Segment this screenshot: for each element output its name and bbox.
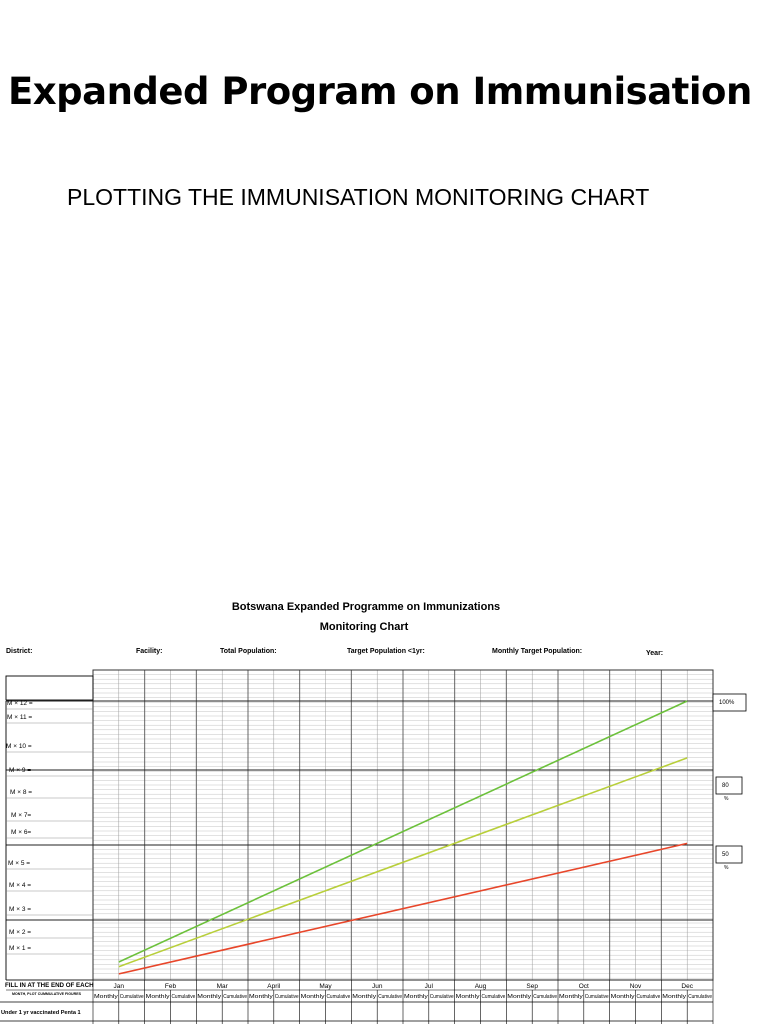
series-lines [119, 694, 746, 974]
month-label: Jul [424, 983, 433, 990]
month-label: Jan [113, 983, 125, 990]
field-monthly-target: Monthly Target Population: [492, 648, 583, 655]
month-label: April [267, 983, 281, 990]
field-year: Year: [646, 650, 664, 657]
sub-header-cumulative: Cumulative [119, 994, 144, 1000]
month-label: Dec [681, 983, 693, 990]
sub-header-monthly: Monthly [662, 994, 687, 1000]
series-end-label-unit: % [724, 796, 729, 802]
sub-header-monthly: Monthly [559, 994, 584, 1000]
sub-header-cumulative: Cumulative [481, 994, 506, 1000]
sub-header-cumulative: Cumulative [223, 994, 248, 1000]
month-label: Mar [216, 983, 228, 990]
field-district: District: [6, 648, 33, 655]
sub-header-monthly: Monthly [145, 994, 171, 1000]
row-label: M × 4 = [9, 882, 32, 889]
series-end-label: 100% [719, 700, 735, 706]
row-labels [6, 676, 713, 980]
month-table [0, 980, 713, 1024]
row-label: M × 2 = [9, 929, 32, 936]
month-label: May [319, 983, 332, 990]
monitoring-chart [0, 590, 768, 1024]
form-title-line1: Botswana Expanded Programme on Immunizations [231, 601, 501, 613]
sub-header-cumulative: Cumulative [378, 994, 403, 1000]
row-label: M × 11 = [7, 714, 33, 721]
sub-header-cumulative: Cumulative [533, 994, 558, 1000]
label-header-box [6, 676, 93, 700]
sub-header-cumulative: Cumulative [429, 994, 454, 1000]
row-label: M × 9 = [9, 767, 32, 774]
row-label: M × 8 = [10, 789, 33, 796]
sub-header-cumulative: Cumulative [274, 994, 299, 1000]
series-label-box [716, 846, 742, 863]
row-label: M × 10 = [6, 743, 32, 750]
sub-header-monthly: Monthly [300, 994, 326, 1000]
month-label: Aug [474, 983, 487, 990]
sub-header-cumulative: Cumulative [326, 994, 351, 1000]
series-label-box [716, 777, 742, 794]
sub-header-cumulative: Cumulative [584, 994, 609, 1000]
sub-header-monthly: Monthly [94, 994, 119, 1000]
month-label: Sep [526, 983, 538, 990]
field-facility: Facility: [136, 648, 163, 655]
sub-header-monthly: Monthly [249, 994, 274, 1000]
month-label: Oct [578, 983, 589, 990]
row-label: M × 12 = [7, 700, 33, 707]
row-label: M × 6= [11, 829, 32, 836]
form-title-line2: Monitoring Chart [319, 621, 409, 633]
field-total-population: Total Population: [220, 648, 277, 655]
month-label: Jun [371, 983, 383, 990]
fill-note: FILL IN AT THE END OF EACH [5, 982, 94, 989]
sub-header-cumulative: Cumulative [171, 994, 196, 1000]
series-end-label-unit: % [724, 865, 729, 871]
row-label: M × 5 = [8, 860, 31, 867]
sub-header-cumulative: Cumulative [636, 994, 661, 1000]
field-target-population: Target Population <1yr: [347, 648, 425, 655]
sub-header-monthly: Monthly [197, 994, 222, 1000]
month-label: Nov [629, 983, 642, 990]
sub-header-monthly: Monthly [507, 994, 532, 1000]
slide-subtitle: PLOTTING THE IMMUNISATION MONITORING CHART [67, 184, 650, 210]
sub-header-monthly: Monthly [610, 994, 636, 1000]
series-end-label: 80 [722, 783, 729, 789]
sub-header-monthly: Monthly [352, 994, 377, 1000]
sub-header-monthly: Monthly [404, 994, 429, 1000]
row-label: M × 7= [11, 812, 32, 819]
chart-grid [93, 670, 713, 980]
row-label: M × 3 = [9, 906, 32, 913]
row-label: M × 1 = [9, 945, 32, 952]
vaccine-row-label: Under 1 yr vaccinated Penta 1 [1, 1010, 81, 1016]
fill-note-sub: MONTH, PLOT CUMMULATIVE FIGURES [12, 992, 82, 996]
sub-header-cumulative: Cumulative [688, 994, 713, 1000]
slide-title: Expanded Program on Immunisation [8, 70, 752, 113]
series-end-label: 50 [722, 852, 729, 858]
month-label: Feb [164, 983, 177, 990]
sub-header-monthly: Monthly [455, 994, 481, 1000]
